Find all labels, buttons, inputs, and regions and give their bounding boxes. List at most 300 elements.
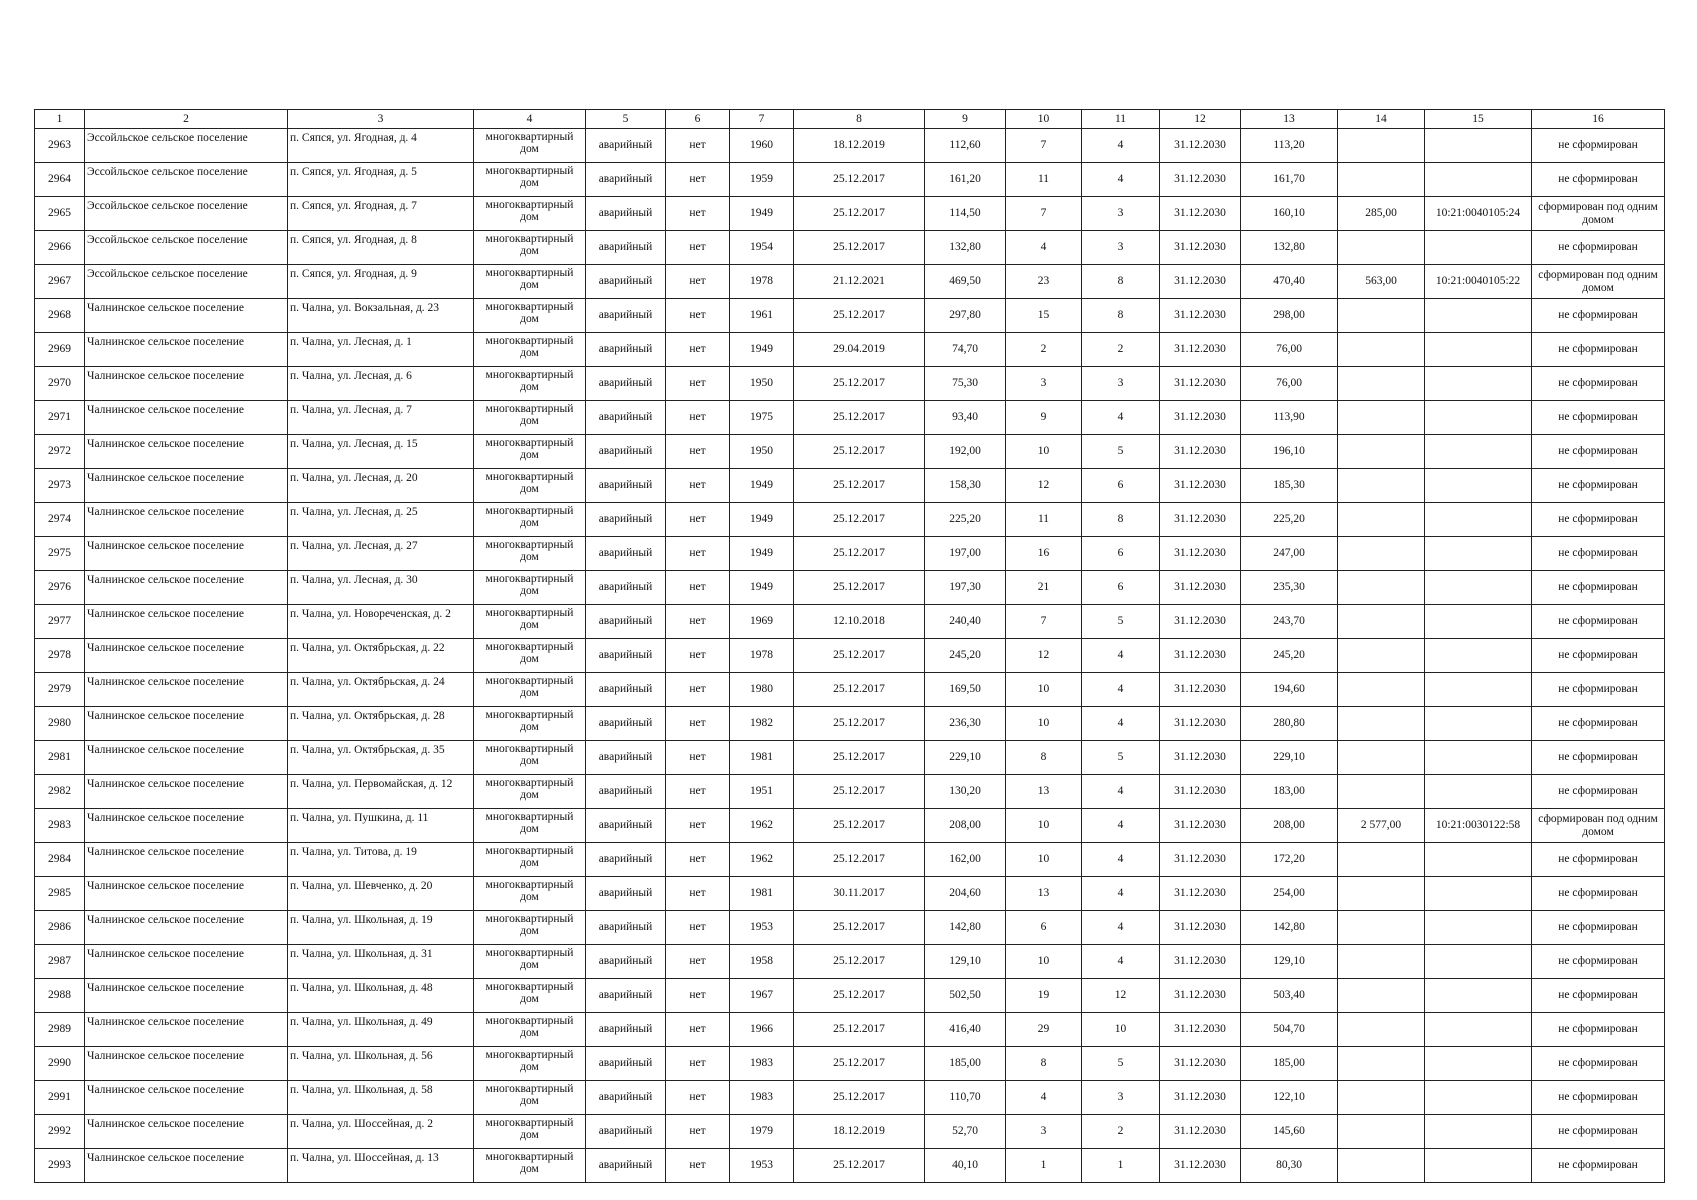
col6-cell: нет [666,197,730,231]
settlement-cell: Чалнинское сельское поселение [85,537,288,571]
address-cell: п. Чална, ул. Школьная, д. 31 [288,945,474,979]
condition-cell: аварийный [586,945,666,979]
land-status-cell: не сформирован [1532,911,1665,945]
building-type-cell: многоквартирный дом [474,1081,586,1115]
col13-cell: 229,10 [1241,741,1338,775]
col6-cell: нет [666,367,730,401]
land-area-cell [1338,741,1425,775]
land-area-cell [1338,1149,1425,1183]
year-cell: 1961 [730,299,794,333]
building-type-cell: многоквартирный дом [474,673,586,707]
area-cell: 416,40 [925,1013,1006,1047]
date-cell: 25.12.2017 [794,469,925,503]
cadastral-number-cell [1425,367,1532,401]
land-status-cell: не сформирован [1532,1149,1665,1183]
col13-cell: 470,40 [1241,265,1338,299]
area-cell: 240,40 [925,605,1006,639]
land-status-cell: не сформирован [1532,571,1665,605]
row-number-cell: 2993 [35,1149,85,1183]
cadastral-number-cell [1425,163,1532,197]
condition-cell: аварийный [586,265,666,299]
table-row [35,333,1665,367]
col13-cell: 194,60 [1241,673,1338,707]
table-row [35,503,1665,537]
row-number-cell: 2986 [35,911,85,945]
land-area-cell [1338,911,1425,945]
col13-cell: 132,80 [1241,231,1338,265]
area-cell: 469,50 [925,265,1006,299]
col10-cell: 1 [1006,1149,1082,1183]
col6-cell: нет [666,503,730,537]
settlement-cell: Чалнинское сельское поселение [85,1081,288,1115]
col13-cell: 185,00 [1241,1047,1338,1081]
cadastral-number-cell [1425,707,1532,741]
col-header-4: 4 [474,110,586,129]
date-cell: 12.10.2018 [794,605,925,639]
building-type-cell: многоквартирный дом [474,129,586,163]
address-cell: п. Чална, ул. Вокзальная, д. 23 [288,299,474,333]
table-row [35,1013,1665,1047]
col10-cell: 10 [1006,707,1082,741]
cadastral-number-cell: 10:21:0030122:58 [1425,809,1532,843]
address-cell: п. Чална, ул. Школьная, д. 48 [288,979,474,1013]
land-area-cell [1338,1115,1425,1149]
land-area-cell [1338,469,1425,503]
col11-cell: 8 [1082,265,1160,299]
land-area-cell [1338,1047,1425,1081]
building-type-cell: многоквартирный дом [474,503,586,537]
year-cell: 1962 [730,809,794,843]
building-type-cell: многоквартирный дом [474,605,586,639]
col-header-12: 12 [1160,110,1241,129]
col13-cell: 160,10 [1241,197,1338,231]
col11-cell: 10 [1082,1013,1160,1047]
date-cell: 25.12.2017 [794,231,925,265]
building-type-cell: многоквартирный дом [474,469,586,503]
col10-cell: 2 [1006,333,1082,367]
cadastral-number-cell [1425,741,1532,775]
condition-cell: аварийный [586,639,666,673]
row-number-cell: 2971 [35,401,85,435]
year-cell: 1949 [730,571,794,605]
col6-cell: нет [666,129,730,163]
col13-cell: 142,80 [1241,911,1338,945]
condition-cell: аварийный [586,1115,666,1149]
date-cell: 25.12.2017 [794,843,925,877]
col11-cell: 3 [1082,1081,1160,1115]
deadline-date-cell: 31.12.2030 [1160,843,1241,877]
deadline-date-cell: 31.12.2030 [1160,605,1241,639]
row-number-cell: 2964 [35,163,85,197]
land-area-cell [1338,435,1425,469]
col-header-11: 11 [1082,110,1160,129]
settlement-cell: Чалнинское сельское поселение [85,299,288,333]
building-type-cell: многоквартирный дом [474,979,586,1013]
cadastral-number-cell [1425,639,1532,673]
land-status-cell: не сформирован [1532,979,1665,1013]
column-number-row [35,110,1665,129]
land-area-cell [1338,673,1425,707]
land-status-cell: не сформирован [1532,843,1665,877]
land-area-cell [1338,537,1425,571]
col10-cell: 7 [1006,605,1082,639]
area-cell: 245,20 [925,639,1006,673]
col6-cell: нет [666,333,730,367]
land-status-cell: не сформирован [1532,163,1665,197]
condition-cell: аварийный [586,231,666,265]
area-cell: 225,20 [925,503,1006,537]
address-cell: п. Чална, ул. Октябрьская, д. 22 [288,639,474,673]
deadline-date-cell: 31.12.2030 [1160,503,1241,537]
col10-cell: 3 [1006,367,1082,401]
date-cell: 25.12.2017 [794,1013,925,1047]
address-cell: п. Чална, ул. Школьная, д. 19 [288,911,474,945]
building-type-cell: многоквартирный дом [474,435,586,469]
col6-cell: нет [666,163,730,197]
deadline-date-cell: 31.12.2030 [1160,1081,1241,1115]
col11-cell: 4 [1082,673,1160,707]
land-status-cell: не сформирован [1532,503,1665,537]
row-number-cell: 2989 [35,1013,85,1047]
date-cell: 25.12.2017 [794,911,925,945]
col11-cell: 5 [1082,741,1160,775]
col13-cell: 225,20 [1241,503,1338,537]
address-cell: п. Сяпся, ул. Ягодная, д. 9 [288,265,474,299]
land-area-cell [1338,129,1425,163]
col6-cell: нет [666,809,730,843]
col6-cell: нет [666,571,730,605]
land-status-cell: не сформирован [1532,333,1665,367]
cadastral-number-cell [1425,1081,1532,1115]
land-area-cell [1338,605,1425,639]
col11-cell: 5 [1082,1047,1160,1081]
cadastral-number-cell [1425,231,1532,265]
col13-cell: 183,00 [1241,775,1338,809]
col-header-10: 10 [1006,110,1082,129]
cadastral-number-cell [1425,1115,1532,1149]
col-header-8: 8 [794,110,925,129]
land-status-cell: не сформирован [1532,673,1665,707]
col11-cell: 4 [1082,129,1160,163]
col10-cell: 21 [1006,571,1082,605]
date-cell: 18.12.2019 [794,1115,925,1149]
area-cell: 130,20 [925,775,1006,809]
condition-cell: аварийный [586,1081,666,1115]
date-cell: 29.04.2019 [794,333,925,367]
land-status-cell: не сформирован [1532,1115,1665,1149]
col10-cell: 12 [1006,639,1082,673]
deadline-date-cell: 31.12.2030 [1160,639,1241,673]
area-cell: 112,60 [925,129,1006,163]
row-number-cell: 2968 [35,299,85,333]
col11-cell: 1 [1082,1149,1160,1183]
col6-cell: нет [666,673,730,707]
col6-cell: нет [666,1149,730,1183]
area-cell: 208,00 [925,809,1006,843]
land-status-cell: не сформирован [1532,741,1665,775]
area-cell: 502,50 [925,979,1006,1013]
col6-cell: нет [666,843,730,877]
col11-cell: 2 [1082,333,1160,367]
cadastral-number-cell [1425,843,1532,877]
year-cell: 1953 [730,911,794,945]
table-row [35,843,1665,877]
col6-cell: нет [666,265,730,299]
condition-cell: аварийный [586,129,666,163]
condition-cell: аварийный [586,333,666,367]
cadastral-number-cell [1425,299,1532,333]
date-cell: 25.12.2017 [794,945,925,979]
deadline-date-cell: 31.12.2030 [1160,537,1241,571]
table-row [35,877,1665,911]
date-cell: 18.12.2019 [794,129,925,163]
date-cell: 25.12.2017 [794,775,925,809]
col13-cell: 113,90 [1241,401,1338,435]
table-row [35,469,1665,503]
row-number-cell: 2967 [35,265,85,299]
address-cell: п. Чална, ул. Лесная, д. 1 [288,333,474,367]
row-number-cell: 2974 [35,503,85,537]
building-type-cell: многоквартирный дом [474,707,586,741]
cadastral-number-cell [1425,1013,1532,1047]
deadline-date-cell: 31.12.2030 [1160,1149,1241,1183]
cadastral-number-cell [1425,911,1532,945]
year-cell: 1983 [730,1047,794,1081]
cadastral-number-cell [1425,673,1532,707]
area-cell: 114,50 [925,197,1006,231]
condition-cell: аварийный [586,1047,666,1081]
settlement-cell: Чалнинское сельское поселение [85,367,288,401]
col11-cell: 4 [1082,775,1160,809]
date-cell: 30.11.2017 [794,877,925,911]
condition-cell: аварийный [586,741,666,775]
col10-cell: 4 [1006,231,1082,265]
condition-cell: аварийный [586,1149,666,1183]
settlement-cell: Чалнинское сельское поселение [85,435,288,469]
col6-cell: нет [666,299,730,333]
condition-cell: аварийный [586,911,666,945]
address-cell: п. Сяпся, ул. Ягодная, д. 5 [288,163,474,197]
cadastral-number-cell [1425,877,1532,911]
table-row [35,571,1665,605]
table-row [35,129,1665,163]
table-row [35,367,1665,401]
settlement-cell: Эссойльское сельское поселение [85,231,288,265]
col-header-3: 3 [288,110,474,129]
col11-cell: 8 [1082,299,1160,333]
deadline-date-cell: 31.12.2030 [1160,979,1241,1013]
settlement-cell: Эссойльское сельское поселение [85,265,288,299]
area-cell: 110,70 [925,1081,1006,1115]
address-cell: п. Чална, ул. Шоссейная, д. 13 [288,1149,474,1183]
year-cell: 1949 [730,503,794,537]
col13-cell: 161,70 [1241,163,1338,197]
land-area-cell [1338,639,1425,673]
year-cell: 1949 [730,197,794,231]
year-cell: 1949 [730,333,794,367]
table-row [35,707,1665,741]
land-status-cell: не сформирован [1532,945,1665,979]
address-cell: п. Сяпся, ул. Ягодная, д. 4 [288,129,474,163]
cadastral-number-cell [1425,1047,1532,1081]
col10-cell: 9 [1006,401,1082,435]
table-row [35,673,1665,707]
address-cell: п. Чална, ул. Новореченская, д. 2 [288,605,474,639]
col11-cell: 3 [1082,197,1160,231]
area-cell: 52,70 [925,1115,1006,1149]
col-header-9: 9 [925,110,1006,129]
cadastral-number-cell [1425,435,1532,469]
area-cell: 297,80 [925,299,1006,333]
cadastral-number-cell: 10:21:0040105:22 [1425,265,1532,299]
table-row [35,1115,1665,1149]
date-cell: 25.12.2017 [794,163,925,197]
address-cell: п. Чална, ул. Школьная, д. 49 [288,1013,474,1047]
col10-cell: 7 [1006,129,1082,163]
settlement-cell: Чалнинское сельское поселение [85,1047,288,1081]
land-area-cell: 2 577,00 [1338,809,1425,843]
row-number-cell: 2987 [35,945,85,979]
col6-cell: нет [666,469,730,503]
address-cell: п. Чална, ул. Лесная, д. 15 [288,435,474,469]
col11-cell: 3 [1082,367,1160,401]
building-type-cell: многоквартирный дом [474,911,586,945]
col10-cell: 10 [1006,945,1082,979]
settlement-cell: Чалнинское сельское поселение [85,401,288,435]
area-cell: 162,00 [925,843,1006,877]
col13-cell: 80,30 [1241,1149,1338,1183]
row-number-cell: 2965 [35,197,85,231]
land-area-cell [1338,843,1425,877]
settlement-cell: Эссойльское сельское поселение [85,163,288,197]
table-row [35,605,1665,639]
year-cell: 1949 [730,537,794,571]
col13-cell: 254,00 [1241,877,1338,911]
deadline-date-cell: 31.12.2030 [1160,197,1241,231]
settlement-cell: Чалнинское сельское поселение [85,1013,288,1047]
address-cell: п. Чална, ул. Лесная, д. 20 [288,469,474,503]
col-header-15: 15 [1425,110,1532,129]
year-cell: 1981 [730,877,794,911]
settlement-cell: Чалнинское сельское поселение [85,911,288,945]
col13-cell: 243,70 [1241,605,1338,639]
settlement-cell: Чалнинское сельское поселение [85,741,288,775]
building-type-cell: многоквартирный дом [474,877,586,911]
year-cell: 1954 [730,231,794,265]
area-cell: 129,10 [925,945,1006,979]
year-cell: 1979 [730,1115,794,1149]
settlement-cell: Эссойльское сельское поселение [85,129,288,163]
row-number-cell: 2984 [35,843,85,877]
col10-cell: 8 [1006,741,1082,775]
table-header [35,110,1665,129]
year-cell: 1978 [730,265,794,299]
year-cell: 1978 [730,639,794,673]
deadline-date-cell: 31.12.2030 [1160,129,1241,163]
date-cell: 25.12.2017 [794,639,925,673]
settlement-cell: Чалнинское сельское поселение [85,707,288,741]
condition-cell: аварийный [586,605,666,639]
date-cell: 25.12.2017 [794,979,925,1013]
col11-cell: 12 [1082,979,1160,1013]
deadline-date-cell: 31.12.2030 [1160,1013,1241,1047]
col6-cell: нет [666,911,730,945]
building-type-cell: многоквартирный дом [474,299,586,333]
year-cell: 1950 [730,435,794,469]
address-cell: п. Чална, ул. Лесная, д. 7 [288,401,474,435]
settlement-cell: Чалнинское сельское поселение [85,843,288,877]
cadastral-number-cell [1425,605,1532,639]
year-cell: 1980 [730,673,794,707]
area-cell: 40,10 [925,1149,1006,1183]
land-status-cell: не сформирован [1532,231,1665,265]
address-cell: п. Чална, ул. Школьная, д. 56 [288,1047,474,1081]
area-cell: 236,30 [925,707,1006,741]
address-cell: п. Чална, ул. Титова, д. 19 [288,843,474,877]
col10-cell: 16 [1006,537,1082,571]
land-area-cell [1338,163,1425,197]
row-number-cell: 2973 [35,469,85,503]
cadastral-number-cell [1425,503,1532,537]
land-area-cell [1338,333,1425,367]
table-row [35,809,1665,843]
year-cell: 1967 [730,979,794,1013]
table-row [35,435,1665,469]
col13-cell: 235,30 [1241,571,1338,605]
row-number-cell: 2975 [35,537,85,571]
cadastral-number-cell [1425,1149,1532,1183]
date-cell: 25.12.2017 [794,673,925,707]
col10-cell: 13 [1006,775,1082,809]
condition-cell: аварийный [586,571,666,605]
address-cell: п. Чална, ул. Шевченко, д. 20 [288,877,474,911]
row-number-cell: 2963 [35,129,85,163]
land-status-cell: сформирован под одним домом [1532,809,1665,843]
date-cell: 25.12.2017 [794,299,925,333]
condition-cell: аварийный [586,299,666,333]
condition-cell: аварийный [586,435,666,469]
col11-cell: 4 [1082,707,1160,741]
deadline-date-cell: 31.12.2030 [1160,911,1241,945]
col13-cell: 76,00 [1241,367,1338,401]
area-cell: 74,70 [925,333,1006,367]
address-cell: п. Чална, ул. Октябрьская, д. 35 [288,741,474,775]
building-type-cell: многоквартирный дом [474,1149,586,1183]
col13-cell: 504,70 [1241,1013,1338,1047]
row-number-cell: 2976 [35,571,85,605]
cadastral-number-cell [1425,945,1532,979]
col13-cell: 113,20 [1241,129,1338,163]
row-number-cell: 2972 [35,435,85,469]
deadline-date-cell: 31.12.2030 [1160,163,1241,197]
deadline-date-cell: 31.12.2030 [1160,1047,1241,1081]
area-cell: 142,80 [925,911,1006,945]
cadastral-number-cell: 10:21:0040105:24 [1425,197,1532,231]
date-cell: 25.12.2017 [794,537,925,571]
settlement-cell: Чалнинское сельское поселение [85,639,288,673]
settlement-cell: Чалнинское сельское поселение [85,1115,288,1149]
land-area-cell [1338,877,1425,911]
col10-cell: 3 [1006,1115,1082,1149]
building-type-cell: многоквартирный дом [474,843,586,877]
row-number-cell: 2985 [35,877,85,911]
land-status-cell: не сформирован [1532,299,1665,333]
settlement-cell: Чалнинское сельское поселение [85,877,288,911]
year-cell: 1953 [730,1149,794,1183]
cadastral-number-cell [1425,333,1532,367]
col11-cell: 4 [1082,877,1160,911]
address-cell: п. Чална, ул. Октябрьская, д. 24 [288,673,474,707]
